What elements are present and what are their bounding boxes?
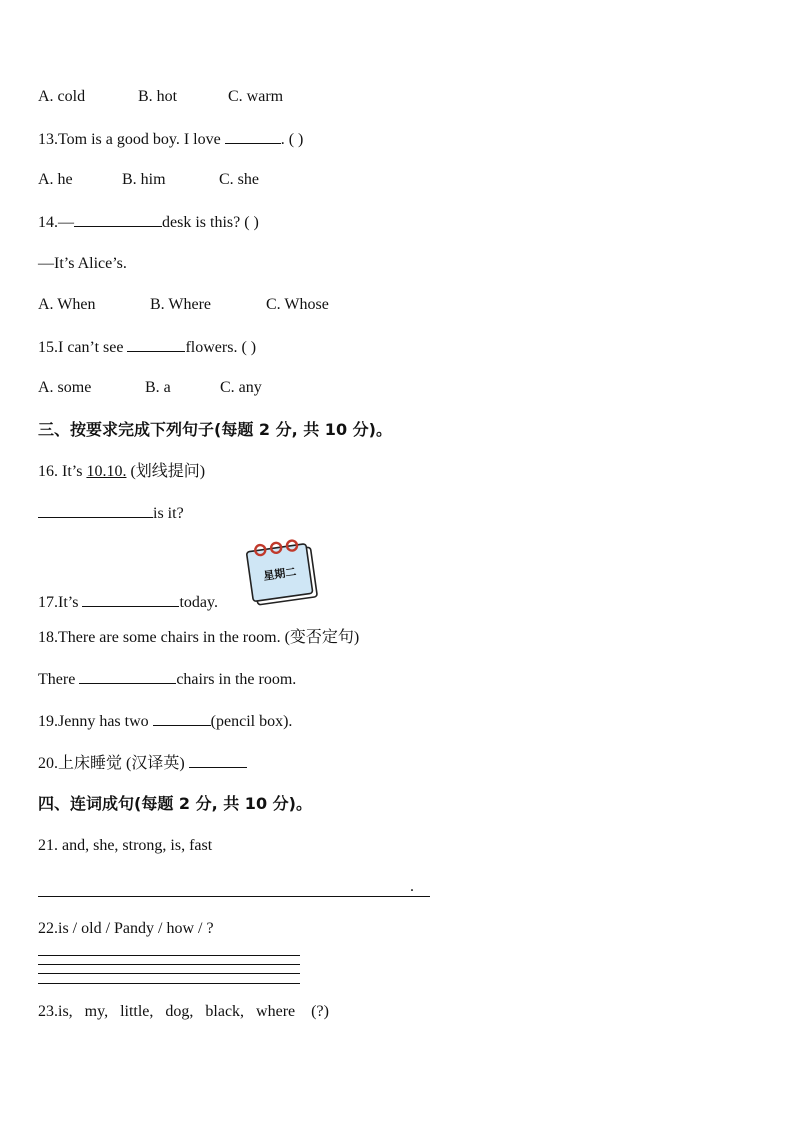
q14-question bbox=[38, 212, 259, 233]
q16-blank[interactable] bbox=[38, 503, 153, 518]
section4-heading: 四、连词成句(每题 2 分, 共 10 分)。 bbox=[38, 794, 312, 813]
q17-question bbox=[38, 592, 218, 613]
q17-text-end: today. bbox=[179, 594, 218, 611]
q18-answer bbox=[38, 669, 296, 690]
q14-option-a: A. When bbox=[38, 296, 96, 313]
q15-option-a: A. some bbox=[38, 379, 92, 396]
q23-question: 23.is, my, little, dog, black, where (?) bbox=[38, 1003, 329, 1020]
q20-blank[interactable] bbox=[189, 753, 247, 768]
q22-answer-line-3[interactable] bbox=[38, 973, 300, 974]
q15-paren: flowers. ( ) bbox=[185, 339, 257, 356]
q19-text: 19.Jenny has two bbox=[38, 713, 153, 730]
q12-option-b: B. hot bbox=[138, 88, 178, 105]
q16-text: 16. It’s bbox=[38, 463, 87, 480]
q18-question: 18.There are some chairs in the room. (变否定句) bbox=[38, 629, 360, 646]
q13-text: 13.Tom is a good boy. I love bbox=[38, 131, 225, 148]
q22-answer-line-2[interactable] bbox=[38, 964, 300, 965]
q14-text: 14.— bbox=[38, 214, 74, 231]
q16-answer-text: is it? bbox=[153, 505, 184, 522]
q13-option-c: C. she bbox=[219, 171, 259, 188]
q13-option-b: B. him bbox=[122, 171, 166, 188]
q12-option-a: A. cold bbox=[38, 88, 86, 105]
calendar-day-label: 星期二 bbox=[262, 565, 298, 583]
q13-option-a: A. he bbox=[38, 171, 73, 188]
section3-heading: 三、按要求完成下列句子(每题 2 分, 共 10 分)。 bbox=[38, 420, 392, 439]
q16-underlined-time: 10.10. bbox=[86, 463, 127, 480]
q12-options bbox=[38, 87, 283, 107]
q19-hint: (pencil box). bbox=[210, 713, 293, 730]
q22-answer-line-4[interactable] bbox=[38, 983, 300, 984]
q17-text: 17.It’s bbox=[38, 594, 83, 611]
q22-question: 22.is / old / Pandy / how / ? bbox=[38, 920, 214, 937]
q14-option-b: B. Where bbox=[150, 296, 212, 313]
q16-instruction: (划线提问) bbox=[126, 463, 206, 480]
q21-question: 21. and, she, strong, is, fast bbox=[38, 837, 213, 854]
q15-blank[interactable] bbox=[127, 337, 185, 352]
q15-text: 15.I can’t see bbox=[38, 339, 128, 356]
q13-paren: . ( ) bbox=[280, 131, 304, 148]
q13-options bbox=[38, 170, 259, 190]
q16-answer bbox=[38, 503, 184, 524]
q18-blank[interactable] bbox=[79, 669, 176, 684]
q14-option-c: C. Whose bbox=[266, 296, 329, 313]
q13-blank[interactable] bbox=[225, 129, 281, 144]
q17-blank[interactable] bbox=[82, 592, 179, 607]
q19-question bbox=[38, 711, 292, 732]
q14-paren: desk is this? ( ) bbox=[162, 214, 259, 231]
q20-question bbox=[38, 753, 247, 774]
q15-question bbox=[38, 337, 256, 358]
q14-blank[interactable] bbox=[74, 212, 162, 227]
q16-question bbox=[38, 462, 205, 482]
q19-blank[interactable] bbox=[153, 711, 211, 726]
q22-answer-line-1[interactable] bbox=[38, 955, 300, 956]
q18-answer-start: There bbox=[38, 671, 80, 688]
calendar-icon bbox=[244, 535, 324, 607]
q18-answer-end: chairs in the room. bbox=[176, 671, 297, 688]
q21-answer-line[interactable] bbox=[38, 896, 430, 897]
q13-question bbox=[38, 129, 303, 150]
q21-period: . bbox=[410, 878, 414, 895]
q15-option-b: B. a bbox=[145, 379, 171, 396]
q14-options bbox=[38, 295, 329, 315]
q12-option-c: C. warm bbox=[228, 88, 284, 105]
q15-option-c: C. any bbox=[220, 379, 262, 396]
q14-answer: —It’s Alice’s. bbox=[38, 255, 127, 272]
q15-options bbox=[38, 378, 262, 398]
q20-text: 20.上床睡觉 (汉译英) bbox=[38, 755, 189, 772]
